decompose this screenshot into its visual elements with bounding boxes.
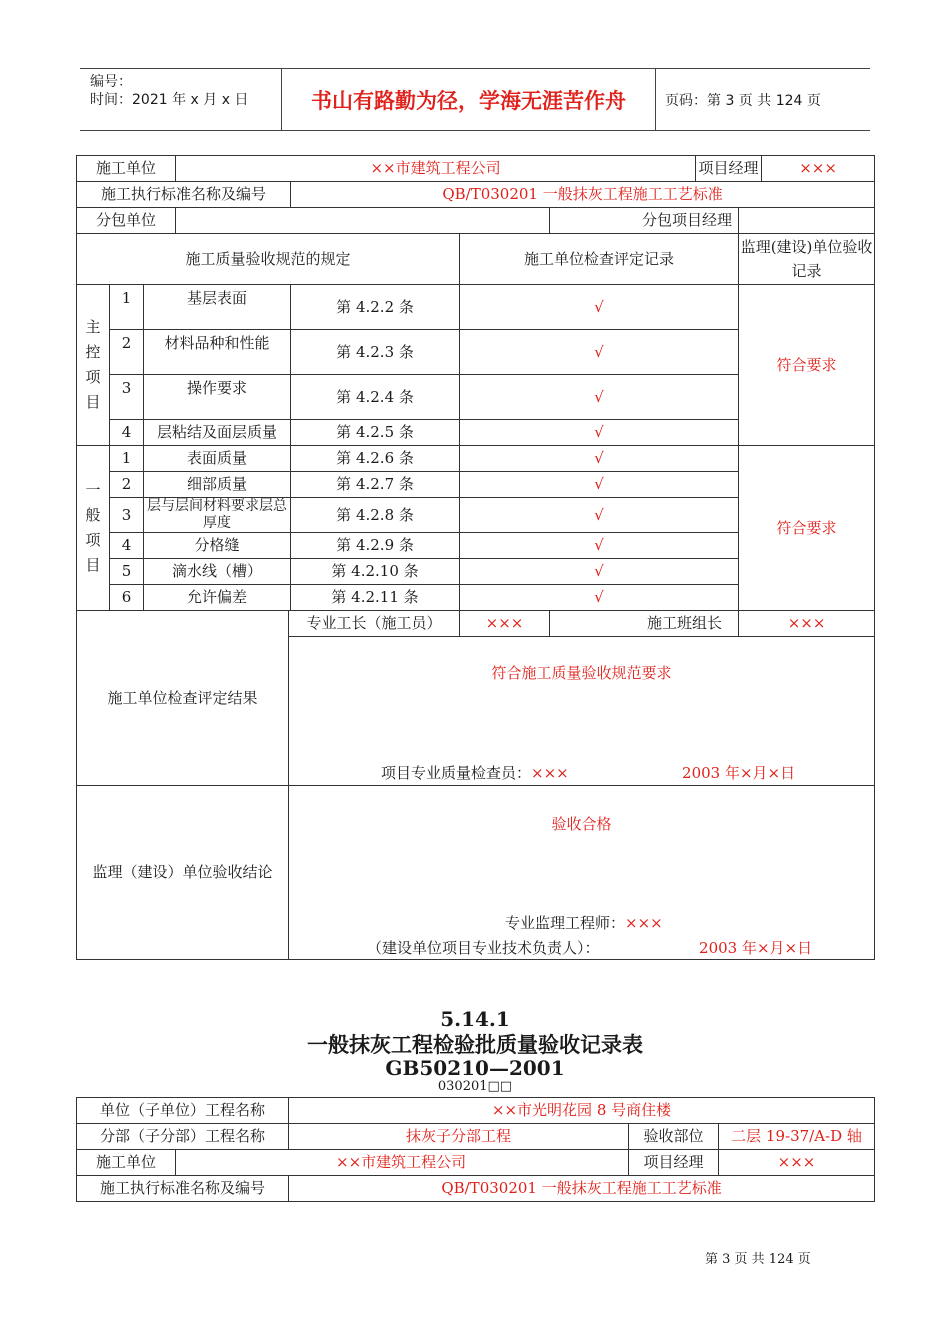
general-item-name: 细部质量 (144, 472, 291, 498)
col-header-spec: 施工质量验收规范的规定 (77, 234, 460, 285)
general-group-label (77, 446, 110, 611)
general-item-mark: √ (460, 533, 739, 559)
general-item-clause: 第 4.2.10 条 (291, 559, 460, 585)
header-meta (80, 69, 280, 130)
subcontractor-value (176, 208, 550, 234)
general-item-clause: 第 4.2.7 条 (291, 472, 460, 498)
general-group-result: 符合要求 (739, 446, 875, 611)
project-manager-label: 项目经理 (629, 1150, 719, 1176)
engineer-label: 专业监理工程师： (505, 914, 626, 932)
construction-unit-label: 施工单位 (77, 156, 176, 182)
main-item-mark: √ (460, 375, 739, 420)
main-item-mark: √ (460, 330, 739, 375)
section-title: 一般抹灰工程检验批质量验收记录表 (307, 1033, 643, 1057)
main-item-clause: 第 4.2.2 条 (291, 285, 460, 330)
standard-label: 施工执行标准名称及编号 (77, 1176, 289, 1202)
form-code: 030201□□ (437, 1079, 513, 1094)
inspector-label: 项目专业质量检查员： (381, 764, 532, 782)
header-page-number: 页码：第 3 页 共 124 页 (665, 92, 821, 109)
unit-project-value: ××市光明花园 8 号商住楼 (289, 1098, 875, 1124)
construction-unit-value: ××市建筑工程公司 (176, 1150, 629, 1176)
inspection-record-table (76, 155, 875, 960)
team-leader-value: ××× (739, 611, 875, 637)
main-item-name: 基层表面 (144, 285, 291, 330)
general-item-clause: 第 4.2.8 条 (291, 498, 460, 533)
general-item-no: 5 (110, 559, 144, 585)
main-item-mark: √ (460, 420, 739, 446)
main-group-result: 符合要求 (739, 285, 875, 446)
general-item-name: 分格缝 (144, 533, 291, 559)
main-item-name: 层粘结及面层质量 (144, 420, 291, 446)
main-item-mark: √ (460, 285, 739, 330)
engineer-signature (505, 915, 663, 932)
general-item-no: 2 (110, 472, 144, 498)
main-group-label (77, 285, 110, 446)
check-result-label: 施工单位检查评定结果 (77, 611, 289, 786)
inspector-signature (381, 765, 569, 782)
main-item-clause: 第 4.2.3 条 (291, 330, 460, 375)
main-item-no: 4 (110, 420, 144, 446)
project-manager-label: 项目经理 (696, 156, 762, 182)
construction-unit-label: 施工单位 (77, 1150, 176, 1176)
supervision-cell (289, 786, 875, 960)
general-item-no: 6 (110, 585, 144, 611)
project-manager-value: ××× (762, 156, 875, 182)
main-item-name: 材料品种和性能 (144, 330, 291, 375)
general-item-clause: 第 4.2.6 条 (291, 446, 460, 472)
section-number: 5.14.1 (440, 1007, 510, 1031)
general-item-mark: √ (460, 498, 739, 533)
doc-number-label: 编号： (90, 74, 132, 90)
project-info-table (76, 1097, 875, 1202)
foreman-label: 专业工长（施工员） (289, 611, 460, 637)
general-item-name: 滴水线（槽） (144, 559, 291, 585)
standard-value: QB/T030201 一般抹灰工程施工工艺标准 (289, 1176, 875, 1202)
supervision-label: 监理（建设）单位验收结论 (77, 786, 289, 960)
acceptance-part-value: 二层 19-37/A-D 轴 (719, 1124, 875, 1150)
vertical-text: 一 般 项 目 (85, 481, 101, 574)
general-item-mark: √ (460, 472, 739, 498)
subpart-label: 分部（子分部）工程名称 (77, 1124, 289, 1150)
standard-label: 施工执行标准名称及编号 (77, 182, 291, 208)
project-manager-value: ××× (719, 1150, 875, 1176)
main-item-clause: 第 4.2.4 条 (291, 375, 460, 420)
col-header-check: 施工单位检查评定记录 (460, 234, 739, 285)
sub-manager-value (739, 208, 875, 234)
check-result-cell (289, 637, 875, 786)
main-item-no: 1 (110, 285, 144, 330)
team-leader-label: 施工班组长 (550, 611, 739, 637)
vertical-text: 主 控 项 目 (85, 318, 101, 411)
page-header (80, 68, 870, 131)
col-header-supervision: 监理(建设)单位验收记录 (739, 234, 875, 285)
general-item-mark: √ (460, 585, 739, 611)
sub-manager-label: 分包项目经理 (550, 208, 739, 234)
footer-page-number: 第 3 页 共 124 页 (705, 1252, 811, 1267)
main-item-no: 3 (110, 375, 144, 420)
standard-code: GB50210—2001 (385, 1056, 565, 1080)
general-item-clause: 第 4.2.11 条 (291, 585, 460, 611)
header-motto: 书山有路勤为径，学海无涯苦作舟 (281, 69, 656, 130)
engineer-value: ××× (625, 914, 663, 932)
unit-project-label: 单位（子单位）工程名称 (77, 1098, 289, 1124)
subcontractor-label: 分包单位 (77, 208, 176, 234)
general-item-name: 表面质量 (144, 446, 291, 472)
subpart-value: 抹灰子分部工程 (289, 1124, 629, 1150)
general-item-name: 层与层间材料要求层总厚度 (144, 498, 291, 533)
main-item-no: 2 (110, 330, 144, 375)
general-item-mark: √ (460, 559, 739, 585)
general-item-no: 3 (110, 498, 144, 533)
general-item-no: 4 (110, 533, 144, 559)
doc-time-label: 时间：2021 年 x 月 x 日 (90, 92, 249, 108)
general-item-no: 1 (110, 446, 144, 472)
general-item-clause: 第 4.2.9 条 (291, 533, 460, 559)
owner-tech-label: （建设单位项目专业技术负责人）： (367, 939, 600, 957)
standard-value: QB/T030201 一般抹灰工程施工工艺标准 (291, 182, 875, 208)
acceptance-part-label: 验收部位 (629, 1124, 719, 1150)
general-item-mark: √ (460, 446, 739, 472)
supervision-date: 2003 年×月×日 (699, 939, 813, 957)
supervision-value: 验收合格 (551, 815, 612, 833)
foreman-value: ××× (460, 611, 550, 637)
check-date: 2003 年×月×日 (682, 764, 796, 782)
construction-unit-value: ××市建筑工程公司 (176, 156, 696, 182)
general-item-name: 允许偏差 (144, 585, 291, 611)
main-item-name: 操作要求 (144, 375, 291, 420)
main-item-clause: 第 4.2.5 条 (291, 420, 460, 446)
check-result-value: 符合施工质量验收规范要求 (491, 664, 672, 682)
inspector-value: ××× (531, 764, 569, 782)
